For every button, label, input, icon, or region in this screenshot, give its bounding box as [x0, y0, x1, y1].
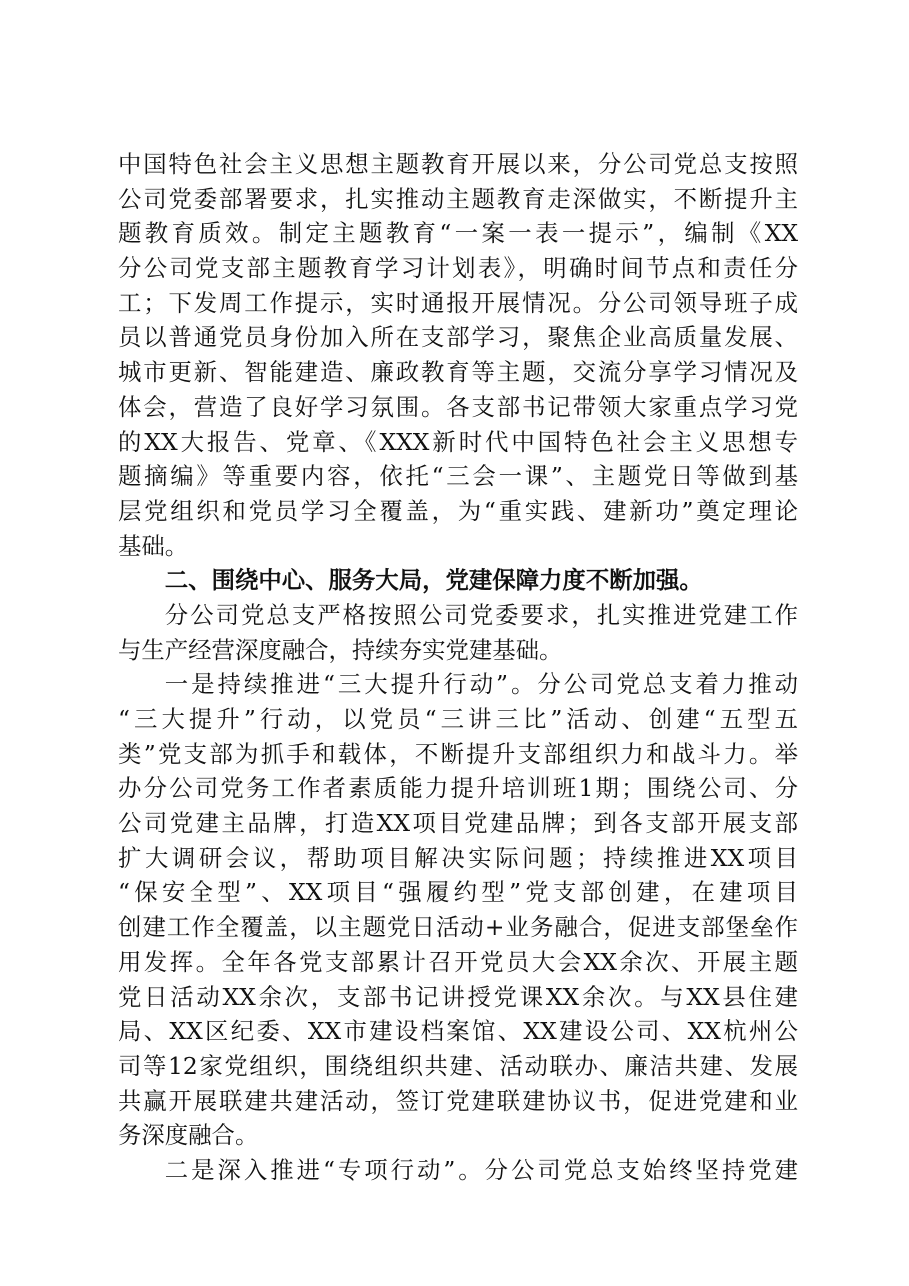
text-line: 二是深入推进“专项行动”。分公司党总支始终坚持党建: [164, 1155, 798, 1184]
text-line: 办分公司党务工作者素质能力提升培训班1期；围绕公司、分: [118, 774, 798, 803]
text-line: 中国特色社会主义思想主题教育开展以来，分公司党总支按照: [118, 150, 798, 178]
text-line: 分公司党支部主题教育学习计划表》，明确时间节点和责任分: [118, 254, 798, 283]
text-line: 题教育质效。制定主题教育“一案一表一提示”，编制《XX: [118, 219, 798, 248]
section-heading: 二、围绕中心、服务大局，党建保障力度不断加强。: [164, 566, 703, 595]
text-line: “保安全型”、XX项目“强履约型”党支部创建，在建项目: [118, 878, 798, 907]
text-line: 公司党委部署要求，扎实推动主题教育走深做实，不断提升主: [118, 184, 798, 213]
text-line: 题摘编》等重要内容，依托“三会一课”、主题党日等做到基: [118, 462, 798, 491]
document-page: [118, 147, 798, 1188]
text-line: 扩大调研会议，帮助项目解决实际问题；持续推进XX项目: [118, 843, 798, 872]
text-line: 层党组织和党员学习全覆盖，为“重实践、建新功”奠定理论: [118, 496, 798, 525]
text-line: 公司党建主品牌，打造XX项目党建品牌；到各支部开展支部: [118, 809, 798, 838]
text-line: 分公司党总支严格按照公司党委要求，扎实推进党建工作: [164, 600, 798, 629]
text-line: 工；下发周工作提示，实时通报开展情况。分公司领导班子成: [118, 288, 798, 317]
text-line: 城市更新、智能建造、廉政教育等主题，交流分享学习情况及: [118, 358, 798, 387]
text-line: 一是持续推进“三大提升行动”。分公司党总支着力推动: [164, 670, 798, 699]
text-line: 用发挥。全年各党支部累计召开党员大会XX余次、开展主题: [118, 947, 798, 976]
text-line: 共赢开展联建共建活动，签订党建联建协议书，促进党建和业: [118, 1086, 798, 1115]
text-line: 员以普通党员身份加入所在支部学习，聚焦企业高质量发展、: [118, 323, 798, 352]
text-line: 局、XX区纪委、XX市建设档案馆、XX建设公司、XX杭州公: [118, 1017, 798, 1046]
text-line: 务深度融合。: [118, 1121, 259, 1150]
text-line: 的XX大报告、党章、《XXX新时代中国特色社会主义思想专: [118, 427, 798, 456]
text-line: 基础。: [118, 531, 189, 560]
text-line: 与生产经营深度融合，持续夯实党建基础。: [118, 635, 563, 664]
text-line: 类”党支部为抓手和载体，不断提升支部组织力和战斗力。举: [118, 739, 798, 768]
text-line: “三大提升”行动，以党员“三讲三比”活动、创建“五型五: [118, 705, 798, 733]
text-line: 党日活动XX余次，支部书记讲授党课XX余次。与XX县住建: [118, 982, 798, 1011]
text-line: 体会，营造了良好学习氛围。各支部书记带领大家重点学习党: [118, 392, 798, 421]
text-line: 司等12家党组织，围绕组织共建、活动联办、廉洁共建、发展: [118, 1051, 798, 1080]
text-line: 创建工作全覆盖，以主题党日活动+业务融合，促进支部堡垒作: [118, 913, 798, 942]
